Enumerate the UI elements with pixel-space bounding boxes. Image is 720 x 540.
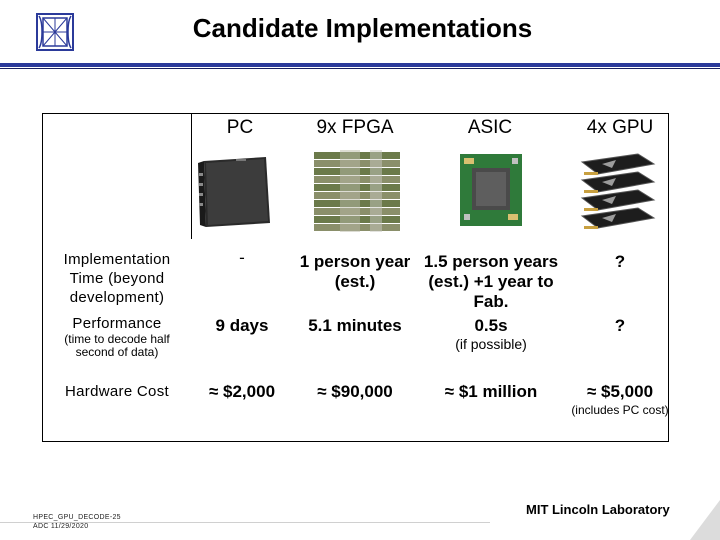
cell-asic-performance-note: (if possible) bbox=[455, 336, 527, 352]
cell-gpu-cost-note: (includes PC cost) bbox=[571, 403, 669, 417]
cell-fpga-implementation: 1 person year (est.) bbox=[299, 252, 411, 291]
cell-pc-cost: ≈ $2,000 bbox=[208, 382, 276, 401]
footer-slide-code: HPEC_GPU_DECODE-25 bbox=[33, 514, 121, 521]
column-header-fpga: 9x FPGA bbox=[316, 117, 394, 138]
column-header-asic: ASIC bbox=[467, 117, 513, 138]
cell-gpu-implementation: ? bbox=[614, 252, 626, 271]
cell-asic-performance-value: 0.5s bbox=[474, 316, 508, 335]
page-title: Candidate Implementations bbox=[192, 13, 533, 43]
cell-fpga-performance: 5.1 minutes bbox=[308, 316, 402, 335]
table-corner-cell bbox=[42, 113, 192, 239]
pc-image bbox=[196, 153, 276, 231]
footer-slide-info bbox=[33, 513, 121, 531]
corner-mark-icon bbox=[690, 500, 720, 540]
cell-gpu-performance: ? bbox=[614, 316, 626, 335]
fpga-stack-image bbox=[310, 148, 406, 236]
column-header-pc: PC bbox=[226, 117, 254, 138]
cell-pc-performance: 9 days bbox=[215, 316, 269, 335]
row-label-implementation-time: Implementation Time (beyond development) bbox=[63, 251, 171, 306]
row-label-hardware-cost: Hardware Cost bbox=[65, 383, 169, 400]
cell-fpga-cost: ≈ $90,000 bbox=[317, 382, 393, 401]
row-label-performance-note: (time to decode half second of data) bbox=[64, 332, 170, 359]
footer-organization: MIT Lincoln Laboratory bbox=[526, 502, 670, 517]
row-label-performance-text: Performance bbox=[72, 315, 162, 332]
cell-asic-performance bbox=[418, 316, 564, 353]
cell-gpu-cost-value: ≈ $5,000 bbox=[586, 382, 654, 401]
asic-chip-image bbox=[458, 152, 524, 228]
cell-asic-implementation: 1.5 person years (est.) +1 year to Fab. bbox=[423, 252, 559, 311]
cell-gpu-cost bbox=[560, 382, 680, 418]
gpu-stack-image bbox=[578, 150, 658, 232]
row-label-performance bbox=[46, 314, 188, 359]
cell-asic-cost: ≈ $1 million bbox=[444, 382, 538, 401]
cell-pc-implementation: - bbox=[239, 248, 245, 267]
column-header-gpu: 4x GPU bbox=[586, 117, 654, 138]
footer-slide-date: ADC 11/29/2020 bbox=[33, 523, 89, 530]
